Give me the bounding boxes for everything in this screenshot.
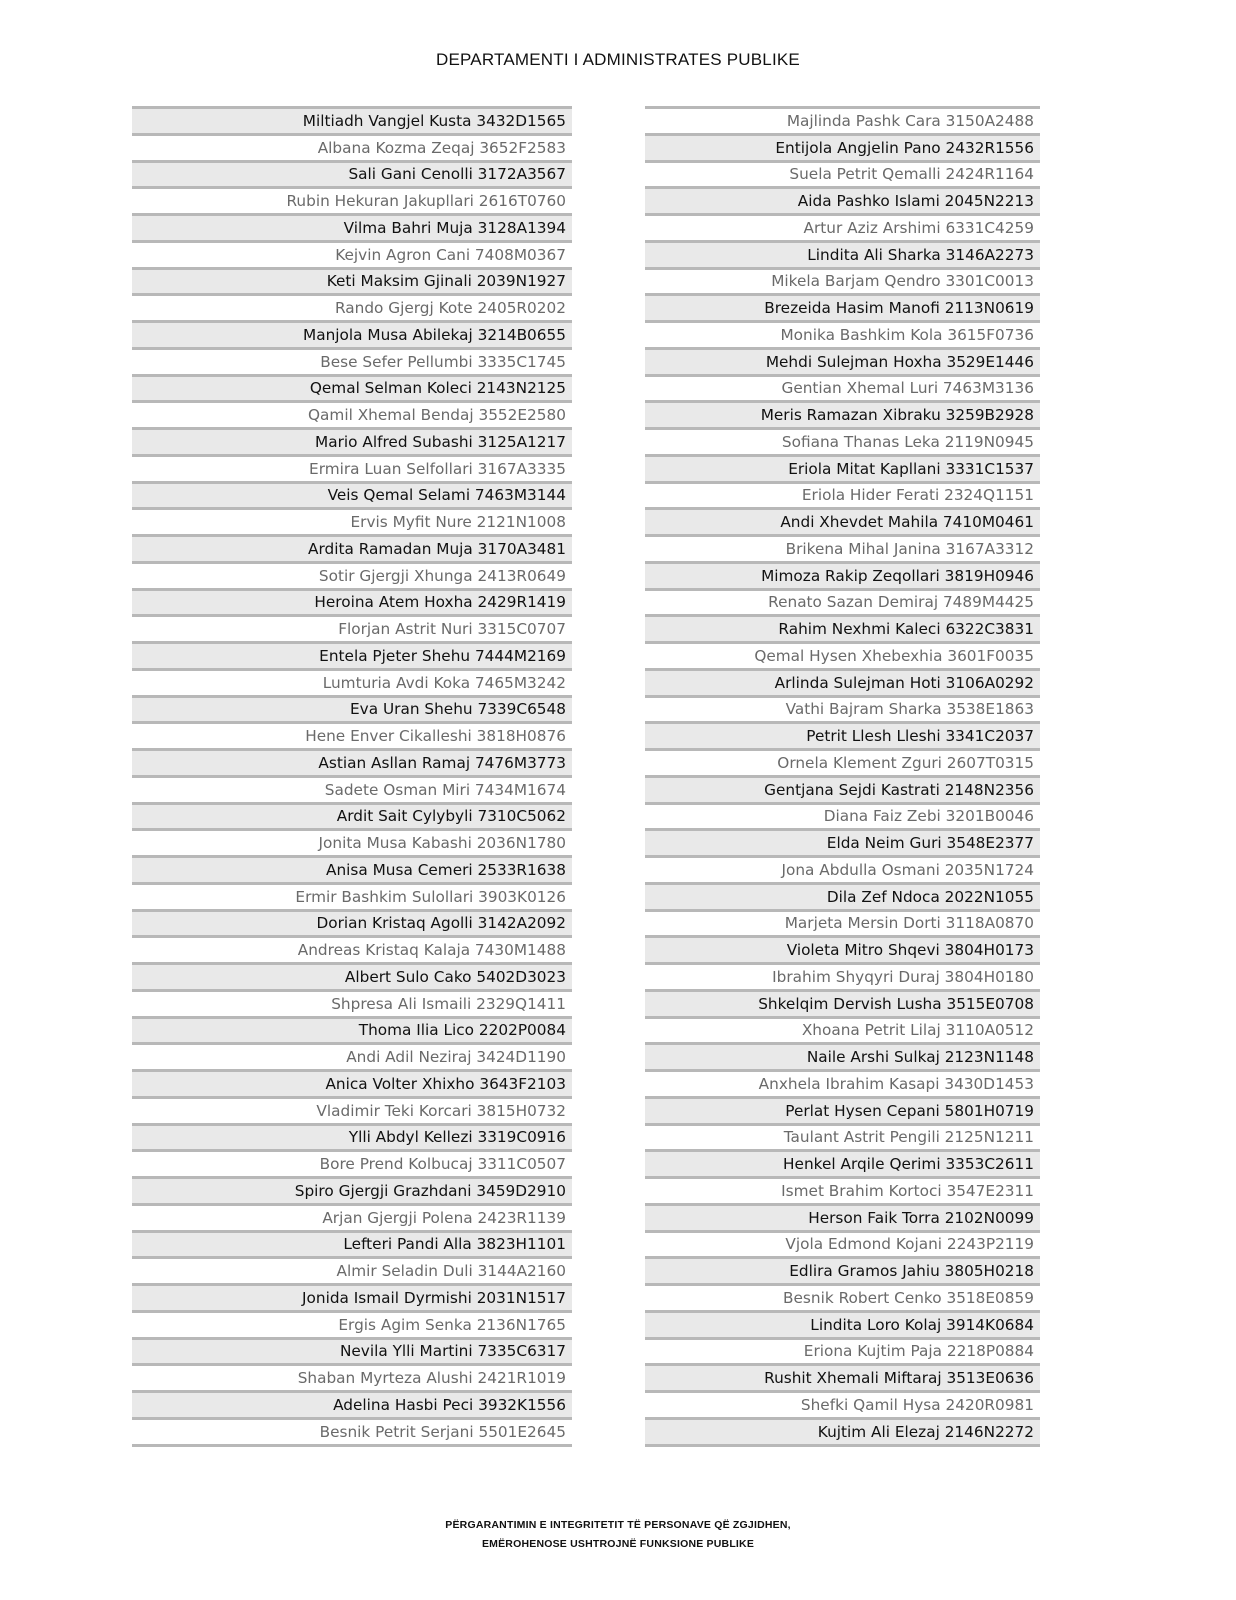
list-item: Eriola Mitat Kapllani 3331C1537 — [645, 454, 1040, 481]
list-item: Nevila Ylli Martini 7335C6317 — [132, 1337, 572, 1364]
list-item: Manjola Musa Abilekaj 3214B0655 — [132, 320, 572, 347]
list-item: Eriona Kujtim Paja 2218P0884 — [645, 1337, 1040, 1364]
list-item: Marjeta Mersin Dorti 3118A0870 — [645, 909, 1040, 936]
list-item: Diana Faiz Zebi 3201B0046 — [645, 802, 1040, 829]
list-item: Keti Maksim Gjinali 2039N1927 — [132, 267, 572, 294]
list-item: Mikela Barjam Qendro 3301C0013 — [645, 267, 1040, 294]
list-item: Sofiana Thanas Leka 2119N0945 — [645, 427, 1040, 454]
list-item: Ibrahim Shyqyri Duraj 3804H0180 — [645, 962, 1040, 989]
list-item: Majlinda Pashk Cara 3150A2488 — [645, 106, 1040, 133]
list-item: Lindita Loro Kolaj 3914K0684 — [645, 1310, 1040, 1337]
list-item: Eva Uran Shehu 7339C6548 — [132, 695, 572, 722]
list-item: Veis Qemal Selami 7463M3144 — [132, 481, 572, 508]
list-item: Almir Seladin Duli 3144A2160 — [132, 1256, 572, 1283]
list-item: Mimoza Rakip Zeqollari 3819H0946 — [645, 561, 1040, 588]
list-item: Andi Xhevdet Mahila 7410M0461 — [645, 507, 1040, 534]
list-item: Albana Kozma Zeqaj 3652F2583 — [132, 133, 572, 160]
list-item: Anica Volter Xhixho 3643F2103 — [132, 1069, 572, 1096]
list-item: Sali Gani Cenolli 3172A3567 — [132, 160, 572, 187]
list-item: Albert Sulo Cako 5402D3023 — [132, 962, 572, 989]
list-item: Qemal Hysen Xhebexhia 3601F0035 — [645, 641, 1040, 668]
list-item: Petrit Llesh Lleshi 3341C2037 — [645, 721, 1040, 748]
list-item: Bore Prend Kolbucaj 3311C0507 — [132, 1149, 572, 1176]
list-item: Suela Petrit Qemalli 2424R1164 — [645, 160, 1040, 187]
list-item: Jonita Musa Kabashi 2036N1780 — [132, 828, 572, 855]
list-item: Shkelqim Dervish Lusha 3515E0708 — [645, 989, 1040, 1016]
list-item: Ylli Abdyl Kellezi 3319C0916 — [132, 1123, 572, 1150]
list-item: Qamil Xhemal Bendaj 3552E2580 — [132, 400, 572, 427]
list-item: Kujtim Ali Elezaj 2146N2272 — [645, 1417, 1040, 1444]
list-item: Ardit Sait Cylybyli 7310C5062 — [132, 802, 572, 829]
list-item: Andi Adil Neziraj 3424D1190 — [132, 1042, 572, 1069]
list-item: Rushit Xhemali Miftaraj 3513E0636 — [645, 1363, 1040, 1390]
footer-line-2: EMËROHENOSE USHTROJNË FUNKSIONE PUBLIKE — [481, 1538, 755, 1550]
list-item: Dorian Kristaq Agolli 3142A2092 — [132, 909, 572, 936]
list-item: Rahim Nexhmi Kaleci 6322C3831 — [645, 614, 1040, 641]
list-item: Miltiadh Vangjel Kusta 3432D1565 — [132, 106, 572, 133]
list-item: Edlira Gramos Jahiu 3805H0218 — [645, 1256, 1040, 1283]
list-divider — [645, 1444, 1040, 1447]
list-item: Vilma Bahri Muja 3128A1394 — [132, 213, 572, 240]
list-item: Rubin Hekuran Jakupllari 2616T0760 — [132, 186, 572, 213]
list-item: Hene Enver Cikalleshi 3818H0876 — [132, 721, 572, 748]
list-item: Besnik Petrit Serjani 5501E2645 — [132, 1417, 572, 1444]
list-item: Ermir Bashkim Sulollari 3903K0126 — [132, 882, 572, 909]
list-item: Dila Zef Ndoca 2022N1055 — [645, 882, 1040, 909]
list-item: Vladimir Teki Korcari 3815H0732 — [132, 1096, 572, 1123]
right-name-list — [645, 106, 1040, 1447]
list-item: Elda Neim Guri 3548E2377 — [645, 828, 1040, 855]
list-item: Shaban Myrteza Alushi 2421R1019 — [132, 1363, 572, 1390]
list-item: Lefteri Pandi Alla 3823H1101 — [132, 1230, 572, 1257]
list-item: Perlat Hysen Cepani 5801H0719 — [645, 1096, 1040, 1123]
list-item: Besnik Robert Cenko 3518E0859 — [645, 1283, 1040, 1310]
list-item: Heroina Atem Hoxha 2429R1419 — [132, 588, 572, 615]
list-item: Brezeida Hasim Manofi 2113N0619 — [645, 293, 1040, 320]
left-name-list — [132, 106, 572, 1447]
list-item: Vathi Bajram Sharka 3538E1863 — [645, 695, 1040, 722]
list-item: Jonida Ismail Dyrmishi 2031N1517 — [132, 1283, 572, 1310]
list-item: Mehdi Sulejman Hoxha 3529E1446 — [645, 347, 1040, 374]
list-divider — [132, 1444, 572, 1447]
list-item: Lumturia Avdi Koka 7465M3242 — [132, 668, 572, 695]
list-item: Henkel Arqile Qerimi 3353C2611 — [645, 1149, 1040, 1176]
list-item: Ermira Luan Selfollari 3167A3335 — [132, 454, 572, 481]
list-item: Taulant Astrit Pengili 2125N1211 — [645, 1123, 1040, 1150]
list-item: Adelina Hasbi Peci 3932K1556 — [132, 1390, 572, 1417]
list-item: Ismet Brahim Kortoci 3547E2311 — [645, 1176, 1040, 1203]
list-item: Ardita Ramadan Muja 3170A3481 — [132, 534, 572, 561]
list-item: Rando Gjergj Kote 2405R0202 — [132, 293, 572, 320]
list-item: Lindita Ali Sharka 3146A2273 — [645, 240, 1040, 267]
list-item: Entela Pjeter Shehu 7444M2169 — [132, 641, 572, 668]
page-title: DEPARTAMENTI I ADMINISTRATES PUBLIKE — [436, 50, 800, 69]
list-item: Spiro Gjergji Grazhdani 3459D2910 — [132, 1176, 572, 1203]
list-item: Sadete Osman Miri 7434M1674 — [132, 775, 572, 802]
list-item: Gentjana Sejdi Kastrati 2148N2356 — [645, 775, 1040, 802]
list-item: Entijola Angjelin Pano 2432R1556 — [645, 133, 1040, 160]
list-item: Thoma Ilia Lico 2202P0084 — [132, 1016, 572, 1043]
footer-line-1: PËRGARANTIMIN E INTEGRITETIT TË PERSONAVE QË ZGJIDHEN, — [445, 1519, 791, 1531]
list-item: Shpresa Ali Ismaili 2329Q1411 — [132, 989, 572, 1016]
list-item: Ergis Agim Senka 2136N1765 — [132, 1310, 572, 1337]
list-item: Aida Pashko Islami 2045N2213 — [645, 186, 1040, 213]
list-item: Monika Bashkim Kola 3615F0736 — [645, 320, 1040, 347]
list-item: Kejvin Agron Cani 7408M0367 — [132, 240, 572, 267]
footer — [0, 1516, 1236, 1554]
list-item: Meris Ramazan Xibraku 3259B2928 — [645, 400, 1040, 427]
list-item: Vjola Edmond Kojani 2243P2119 — [645, 1230, 1040, 1257]
list-item: Ornela Klement Zguri 2607T0315 — [645, 748, 1040, 775]
list-item: Sotir Gjergji Xhunga 2413R0649 — [132, 561, 572, 588]
list-item: Artur Aziz Arshimi 6331C4259 — [645, 213, 1040, 240]
list-item: Florjan Astrit Nuri 3315C0707 — [132, 614, 572, 641]
list-item: Violeta Mitro Shqevi 3804H0173 — [645, 935, 1040, 962]
list-item: Anxhela Ibrahim Kasapi 3430D1453 — [645, 1069, 1040, 1096]
list-item: Bese Sefer Pellumbi 3335C1745 — [132, 347, 572, 374]
list-item: Brikena Mihal Janina 3167A3312 — [645, 534, 1040, 561]
list-item: Ervis Myfit Nure 2121N1008 — [132, 507, 572, 534]
list-item: Qemal Selman Koleci 2143N2125 — [132, 374, 572, 401]
list-item: Gentian Xhemal Luri 7463M3136 — [645, 374, 1040, 401]
list-item: Renato Sazan Demiraj 7489M4425 — [645, 588, 1040, 615]
list-item: Herson Faik Torra 2102N0099 — [645, 1203, 1040, 1230]
list-item: Eriola Hider Ferati 2324Q1151 — [645, 481, 1040, 508]
list-item: Anisa Musa Cemeri 2533R1638 — [132, 855, 572, 882]
list-item: Xhoana Petrit Lilaj 3110A0512 — [645, 1016, 1040, 1043]
list-item: Mario Alfred Subashi 3125A1217 — [132, 427, 572, 454]
list-item: Andreas Kristaq Kalaja 7430M1488 — [132, 935, 572, 962]
list-item: Arjan Gjergji Polena 2423R1139 — [132, 1203, 572, 1230]
list-item: Jona Abdulla Osmani 2035N1724 — [645, 855, 1040, 882]
list-item: Arlinda Sulejman Hoti 3106A0292 — [645, 668, 1040, 695]
list-item: Astian Asllan Ramaj 7476M3773 — [132, 748, 572, 775]
list-item: Naile Arshi Sulkaj 2123N1148 — [645, 1042, 1040, 1069]
list-item: Shefki Qamil Hysa 2420R0981 — [645, 1390, 1040, 1417]
